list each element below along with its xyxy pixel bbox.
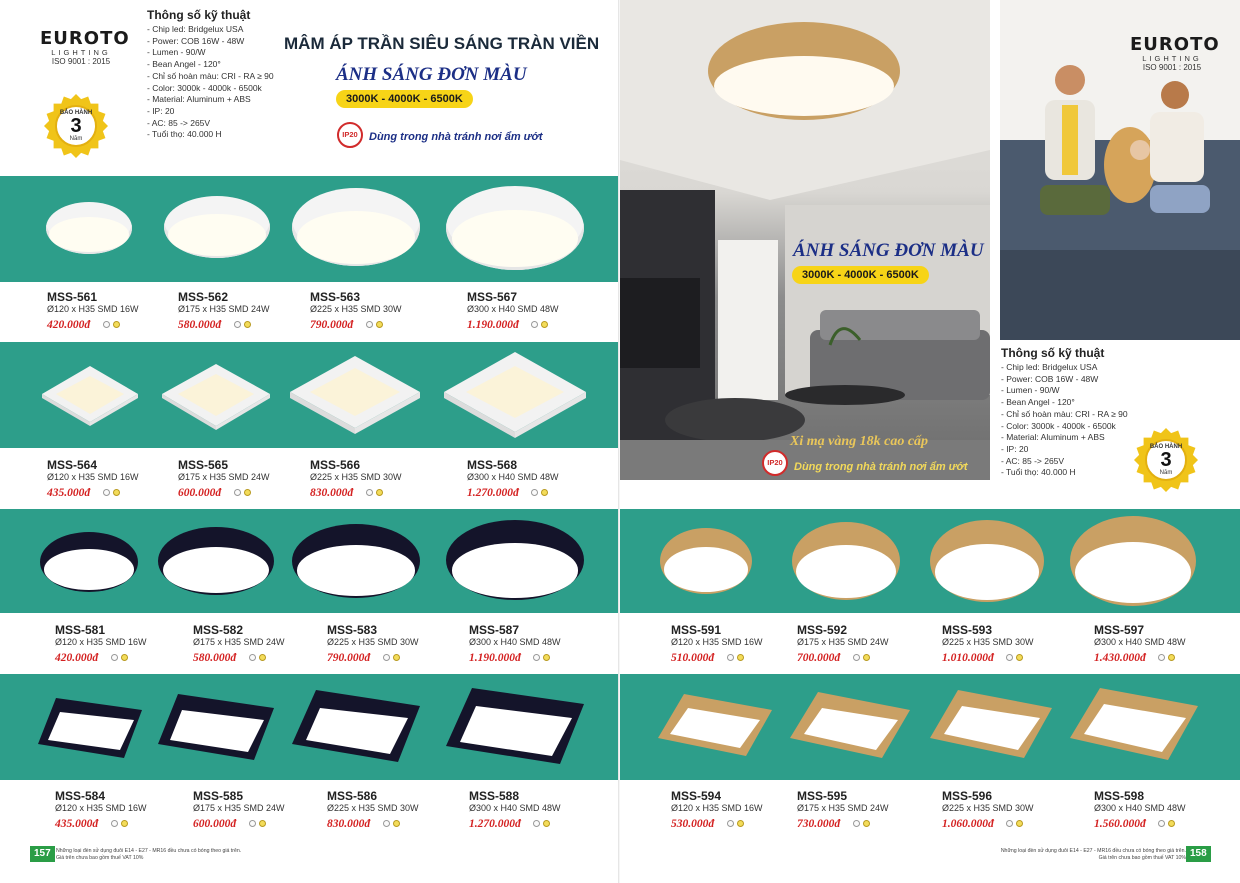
product-price: 700.000đ <box>797 652 841 665</box>
product-price: 730.000đ <box>797 818 841 831</box>
color-dot-warm <box>121 654 128 661</box>
spec-item: - Color: 3000k - 4000k - 6500k <box>147 82 262 93</box>
product-price: 790.000đ <box>310 319 354 332</box>
color-dot-white <box>1006 654 1013 661</box>
spec-item: - Tuổi thọ: 40.000 H <box>147 129 222 140</box>
product-code: MSS-594 <box>671 789 722 803</box>
product-card <box>942 789 1072 832</box>
product-dim: Ø120 x H35 SMD 16W <box>47 304 139 314</box>
color-options <box>1006 648 1026 666</box>
warranty-years: 3 <box>1160 449 1172 471</box>
product-code: MSS-597 <box>1094 623 1145 637</box>
color-options <box>111 814 131 832</box>
product-card <box>469 789 599 832</box>
product-dim: Ø225 x H35 SMD 30W <box>310 304 402 314</box>
product-card <box>671 789 801 832</box>
lamp-image <box>40 364 140 428</box>
lamp-image <box>158 527 274 595</box>
lamp-image <box>36 696 144 760</box>
color-options <box>249 814 269 832</box>
color-dot-warm <box>541 489 548 496</box>
color-dot-white <box>727 654 734 661</box>
color-options <box>727 648 747 666</box>
color-options <box>103 315 123 333</box>
product-price: 790.000đ <box>327 652 371 665</box>
product-code: MSS-568 <box>467 458 518 472</box>
product-code: MSS-585 <box>193 789 244 803</box>
product-dim: Ø120 x H35 SMD 16W <box>55 803 147 813</box>
product-price: 1.270.000đ <box>469 818 521 831</box>
color-dot-white <box>531 489 538 496</box>
product-code: MSS-565 <box>178 458 229 472</box>
product-dim: Ø300 x H40 SMD 48W <box>467 304 559 314</box>
spec-list <box>1001 362 1128 479</box>
product-card <box>310 290 440 333</box>
product-dim: Ø175 x H35 SMD 24W <box>797 637 889 647</box>
color-options <box>853 648 873 666</box>
color-options <box>1006 814 1026 832</box>
lamp-image <box>290 688 422 764</box>
spec-item: - Bean Angel - 120° <box>1001 397 1075 408</box>
warranty-label: BẢO HÀNH <box>1149 444 1183 450</box>
product-card <box>310 458 440 501</box>
product-price: 1.430.000đ <box>1094 652 1146 665</box>
footer-note-line: Giá trên chưa bao gồm thuế VAT 10% <box>56 855 144 861</box>
product-dim: Ø300 x H40 SMD 48W <box>1094 637 1186 647</box>
spec-item: - Bean Angel - 120° <box>147 59 221 70</box>
product-code: MSS-582 <box>193 623 244 637</box>
page-headline: MÂM ÁP TRẦN SIÊU SÁNG TRÀN VIỀN <box>284 34 600 53</box>
light-subhead: ÁNH SÁNG ĐƠN MÀU <box>336 64 527 85</box>
color-dot-warm <box>543 820 550 827</box>
color-options <box>531 315 551 333</box>
color-options <box>249 648 269 666</box>
product-card <box>671 623 801 666</box>
color-options <box>383 814 403 832</box>
color-dot-warm <box>1016 820 1023 827</box>
product-card <box>1094 789 1224 832</box>
product-card <box>797 789 927 832</box>
product-price: 1.270.000đ <box>467 487 519 500</box>
spec-item: - Material: Aluminum + ABS <box>147 94 251 105</box>
color-options <box>727 814 747 832</box>
color-dot-warm <box>113 489 120 496</box>
color-dot-white <box>111 654 118 661</box>
page-number: 157 <box>30 846 55 862</box>
color-dot-warm <box>1168 654 1175 661</box>
color-dot-warm <box>376 321 383 328</box>
product-dim: Ø175 x H35 SMD 24W <box>178 472 270 482</box>
product-dim: Ø300 x H40 SMD 48W <box>1094 803 1186 813</box>
cct-badge: 3000K - 4000K - 6500K <box>792 266 929 284</box>
color-dot-white <box>533 654 540 661</box>
gold-plating-note: Xi mạ vàng 18k cao cấp <box>790 434 929 449</box>
color-dot-white <box>111 820 118 827</box>
spec-list <box>147 24 274 141</box>
color-dot-white <box>1158 654 1165 661</box>
product-card <box>469 623 599 666</box>
color-options <box>1158 814 1178 832</box>
product-code: MSS-562 <box>178 290 229 304</box>
euroto-logo <box>1130 34 1220 73</box>
lamp-image <box>1068 686 1200 762</box>
logo-sub: LIGHTING <box>51 48 111 57</box>
product-dim: Ø175 x H35 SMD 24W <box>797 803 889 813</box>
color-dot-white <box>366 489 373 496</box>
product-price: 1.010.000đ <box>942 652 994 665</box>
product-code: MSS-584 <box>55 789 106 803</box>
product-code: MSS-588 <box>469 789 520 803</box>
spec-item: - IP: 20 <box>147 105 175 116</box>
product-card <box>55 623 185 666</box>
color-options <box>383 648 403 666</box>
ip-note: Dùng trong nhà tránh nơi ẩm ướt <box>369 131 543 143</box>
product-card <box>467 458 597 501</box>
logo-iso: ISO 9001 : 2015 <box>51 57 111 66</box>
product-dim: Ø225 x H35 SMD 30W <box>310 472 402 482</box>
product-price: 600.000đ <box>193 818 237 831</box>
color-dot-white <box>383 654 390 661</box>
product-dim: Ø120 x H35 SMD 16W <box>47 472 139 482</box>
cct-badge: 3000K - 4000K - 6500K <box>336 90 473 108</box>
lamp-image <box>792 522 900 600</box>
color-dot-warm <box>541 321 548 328</box>
ip20-icon: IP20 <box>762 450 788 476</box>
color-dot-warm <box>863 654 870 661</box>
product-price: 600.000đ <box>178 487 222 500</box>
product-dim: Ø120 x H35 SMD 16W <box>671 637 763 647</box>
color-options <box>366 315 386 333</box>
product-card <box>327 623 457 666</box>
gold-lamp-image <box>708 22 900 120</box>
product-dim: Ø175 x H35 SMD 24W <box>193 637 285 647</box>
color-dot-warm <box>244 321 251 328</box>
warranty-badge <box>44 94 108 158</box>
product-card <box>178 290 308 333</box>
euroto-logo <box>40 28 130 67</box>
product-card <box>193 789 323 832</box>
catalog-page-right <box>620 0 1240 883</box>
product-dim: Ø120 x H35 SMD 16W <box>671 803 763 813</box>
product-price: 435.000đ <box>55 818 99 831</box>
spec-item: - Chip led: Bridgelux USA <box>1001 362 1098 372</box>
lamp-image <box>156 692 276 762</box>
color-options <box>366 483 386 501</box>
product-code: MSS-598 <box>1094 789 1145 803</box>
product-dim: Ø225 x H35 SMD 30W <box>327 637 419 647</box>
color-options <box>853 814 873 832</box>
color-options <box>234 483 254 501</box>
color-dot-white <box>249 654 256 661</box>
warranty-years: 3 <box>70 115 82 137</box>
product-dim: Ø225 x H35 SMD 30W <box>327 803 419 813</box>
color-dot-white <box>234 489 241 496</box>
spec-item: - Lumen - 90/W <box>1001 385 1060 396</box>
lamp-image <box>928 688 1054 760</box>
color-dot-warm <box>393 820 400 827</box>
lamp-image <box>288 354 422 436</box>
product-code: MSS-564 <box>47 458 98 472</box>
color-dot-white <box>383 820 390 827</box>
color-dot-warm <box>543 654 550 661</box>
product-dim: Ø225 x H35 SMD 30W <box>942 637 1034 647</box>
product-card <box>797 623 927 666</box>
product-dim: Ø175 x H35 SMD 24W <box>193 803 285 813</box>
ip20-icon: IP20 <box>337 122 363 148</box>
lamp-image <box>660 528 752 594</box>
logo-brand: EUROTO <box>40 28 130 49</box>
color-options <box>103 483 123 501</box>
lamp-image <box>46 202 132 254</box>
color-options <box>531 483 551 501</box>
lamp-image <box>446 186 584 270</box>
color-dot-warm <box>1168 820 1175 827</box>
color-dot-warm <box>737 820 744 827</box>
color-dot-warm <box>244 489 251 496</box>
color-dot-warm <box>376 489 383 496</box>
product-code: MSS-586 <box>327 789 378 803</box>
product-dim: Ø300 x H40 SMD 48W <box>467 472 559 482</box>
product-price: 830.000đ <box>310 487 354 500</box>
color-dot-warm <box>737 654 744 661</box>
spec-item: - IP: 20 <box>1001 443 1029 454</box>
color-options <box>1158 648 1178 666</box>
warranty-label: BẢO HÀNH <box>59 110 93 116</box>
spec-item: - Material: Aluminum + ABS <box>1001 432 1105 443</box>
spec-item: - Power: COB 16W - 48W <box>1001 373 1099 384</box>
product-code: MSS-561 <box>47 290 98 304</box>
spec-item: - AC: 85 -> 265V <box>147 117 211 128</box>
product-price: 510.000đ <box>671 652 715 665</box>
color-dot-warm <box>393 654 400 661</box>
footer-note <box>56 848 241 862</box>
lamp-image <box>930 520 1044 602</box>
footer-note-line: Giá trên chưa bao gồm thuế VAT 10% <box>1098 855 1186 861</box>
lamp-image <box>40 532 138 592</box>
lamp-image <box>656 692 774 758</box>
product-code: MSS-592 <box>797 623 848 637</box>
color-dot-warm <box>259 654 266 661</box>
lamp-image <box>160 362 272 432</box>
product-price: 530.000đ <box>671 818 715 831</box>
product-code: MSS-566 <box>310 458 361 472</box>
product-code: MSS-595 <box>797 789 848 803</box>
product-dim: Ø225 x H35 SMD 30W <box>942 803 1034 813</box>
product-card <box>55 789 185 832</box>
product-card <box>942 623 1072 666</box>
product-code: MSS-591 <box>671 623 722 637</box>
product-code: MSS-596 <box>942 789 993 803</box>
ip-note: Dùng trong nhà tránh nơi ẩm ướt <box>794 461 968 473</box>
product-price: 1.190.000đ <box>469 652 521 665</box>
spec-item: - Chỉ số hoàn màu: CRI - RA ≥ 90 <box>1001 408 1128 419</box>
footer-note-line: Những loại đèn sử dụng đuôi E14 - E27 - MR16 đều chưa có bóng theo giá trên. <box>56 848 242 854</box>
color-dot-white <box>531 321 538 328</box>
product-code: MSS-581 <box>55 623 106 637</box>
color-options <box>234 315 254 333</box>
logo-sub: LIGHTING <box>1142 54 1202 63</box>
color-dot-white <box>1158 820 1165 827</box>
light-subhead: ÁNH SÁNG ĐƠN MÀU <box>793 240 984 261</box>
color-options <box>533 648 553 666</box>
spec-item: - Chỉ số hoàn màu: CRI - RA ≥ 90 <box>147 70 274 81</box>
lamp-image <box>442 350 588 440</box>
color-dot-warm <box>1016 654 1023 661</box>
color-dot-white <box>533 820 540 827</box>
spec-item: - Chip led: Bridgelux USA <box>147 24 244 34</box>
product-code: MSS-567 <box>467 290 518 304</box>
warranty-badge <box>1134 428 1198 492</box>
color-dot-white <box>103 321 110 328</box>
lamp-image <box>164 196 270 258</box>
product-price: 435.000đ <box>47 487 91 500</box>
product-card <box>193 623 323 666</box>
product-dim: Ø300 x H40 SMD 48W <box>469 637 561 647</box>
product-price: 420.000đ <box>55 652 99 665</box>
footer-note-line: Những loại đèn sử dụng đuôi E14 - E27 - MR16 đều chưa có bóng theo giá trên. <box>1000 848 1186 854</box>
product-card <box>178 458 308 501</box>
lamp-image <box>788 690 912 760</box>
spec-item: - Power: COB 16W - 48W <box>147 35 245 46</box>
warranty-unit: Năm <box>69 136 83 142</box>
color-dot-white <box>727 820 734 827</box>
product-card <box>47 290 177 333</box>
product-price: 1.190.000đ <box>467 319 519 332</box>
spec-item: - Color: 3000k - 4000k - 6500k <box>1001 420 1116 431</box>
product-card <box>327 789 457 832</box>
spec-item: - Lumen - 90/W <box>147 47 206 58</box>
product-card <box>1094 623 1224 666</box>
lamp-image <box>292 524 420 598</box>
lamp-image <box>444 686 586 766</box>
footer-note <box>978 848 1186 862</box>
lamp-image <box>1070 516 1196 606</box>
lamp-image <box>292 188 420 266</box>
logo-brand: EUROTO <box>1130 34 1220 55</box>
color-dot-white <box>366 321 373 328</box>
color-options <box>111 648 131 666</box>
product-price: 580.000đ <box>193 652 237 665</box>
color-dot-white <box>853 820 860 827</box>
product-code: MSS-587 <box>469 623 520 637</box>
color-options <box>533 814 553 832</box>
color-dot-white <box>234 321 241 328</box>
lamp-image <box>446 520 584 600</box>
color-dot-warm <box>113 321 120 328</box>
product-card <box>47 458 177 501</box>
product-price: 580.000đ <box>178 319 222 332</box>
product-code: MSS-563 <box>310 290 361 304</box>
warranty-unit: Năm <box>1159 470 1173 476</box>
logo-iso: ISO 9001 : 2015 <box>1142 63 1202 72</box>
page-number: 158 <box>1186 846 1211 862</box>
color-dot-white <box>1006 820 1013 827</box>
color-dot-white <box>853 654 860 661</box>
spec-title: Thông số kỹ thuật <box>1001 346 1105 360</box>
product-dim: Ø300 x H40 SMD 48W <box>469 803 561 813</box>
product-dim: Ø175 x H35 SMD 24W <box>178 304 270 314</box>
color-dot-warm <box>863 820 870 827</box>
product-code: MSS-583 <box>327 623 378 637</box>
product-code: MSS-593 <box>942 623 993 637</box>
product-card <box>467 290 597 333</box>
spec-item: - AC: 85 -> 265V <box>1001 455 1065 466</box>
color-dot-white <box>249 820 256 827</box>
color-dot-white <box>103 489 110 496</box>
product-price: 1.060.000đ <box>942 818 994 831</box>
product-price: 420.000đ <box>47 319 91 332</box>
product-dim: Ø120 x H35 SMD 16W <box>55 637 147 647</box>
color-dot-warm <box>259 820 266 827</box>
product-price: 1.560.000đ <box>1094 818 1146 831</box>
spec-item: - Tuổi thọ: 40.000 H <box>1001 467 1076 478</box>
color-dot-warm <box>121 820 128 827</box>
product-price: 830.000đ <box>327 818 371 831</box>
spec-title: Thông số kỹ thuật <box>147 8 251 22</box>
